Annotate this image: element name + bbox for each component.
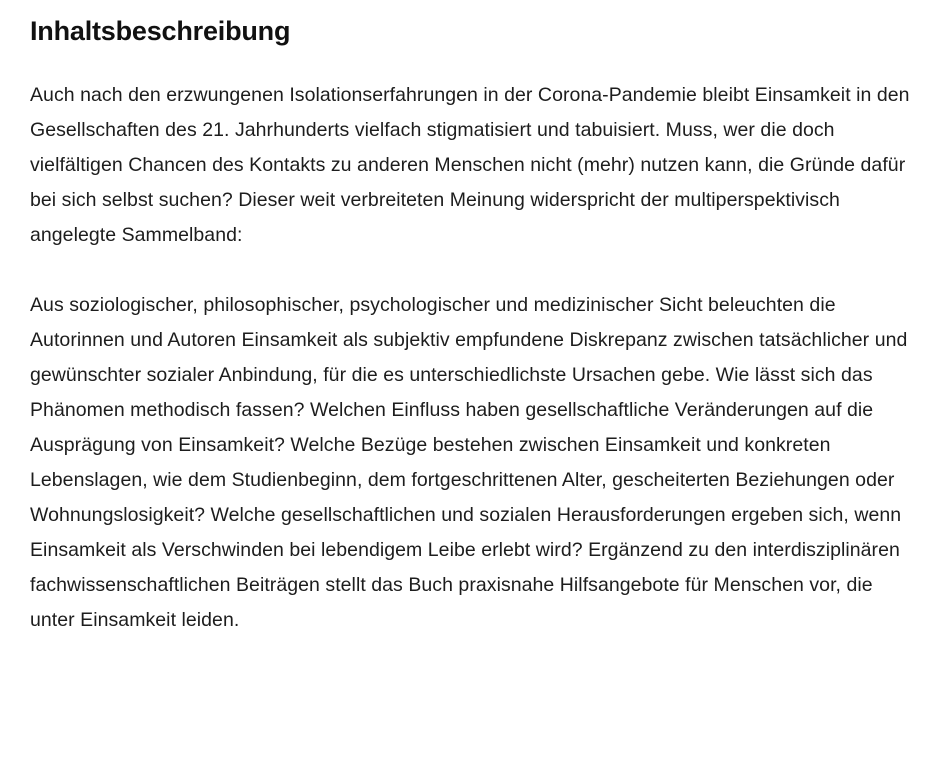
description-paragraph-1: Auch nach den erzwungenen Isolationserfahrungen in der Corona-Pandemie bleibt Einsamkeit in den Gesellschaften des 21. Jahrhunderts vielfach stigmatisiert und tabuisiert. Muss, wer die doch vielfältigen Chancen des Kontakts zu anderen Menschen nicht (mehr) nutzen kann, die Gründe dafür bei sich selbst suchen? Dieser weit verbreiteten Meinung widerspricht der multiperspektivisch angelegte Sammelband:	[30, 84, 910, 246]
description-paragraph-2: Aus soziologischer, philosophischer, psychologischer und medizinischer Sicht beleuchten die Autorinnen und Autoren Einsamkeit als subjektiv empfundene Diskrepanz zwischen tatsächlicher und gewünschter sozialer Anbindung, für die es unterschiedlichste Ursachen gebe. Wie lässt sich das Phänomen methodisch fassen? Welchen Einfluss haben gesellschaftliche Veränderungen auf die Ausprägung von Einsamkeit? Welche Bezüge bestehen zwischen Einsamkeit und konkreten Lebenslagen, wie dem Studienbeginn, dem fortgeschrittenen Alter, gescheiterten Beziehungen oder Wohnungslosigkeit? Welche gesellschaftlichen und sozialen Herausforderungen ergeben sich, wenn Einsamkeit als Verschwinden bei lebendigem Leibe erlebt wird? Ergänzend zu den interdisziplinären fachwissenschaftlichen Beiträgen stellt das Buch praxisnahe Hilfsangebote für Menschen vor, die unter Einsamkeit leiden.	[30, 294, 908, 631]
page-title: Inhaltsbeschreibung	[30, 16, 291, 46]
